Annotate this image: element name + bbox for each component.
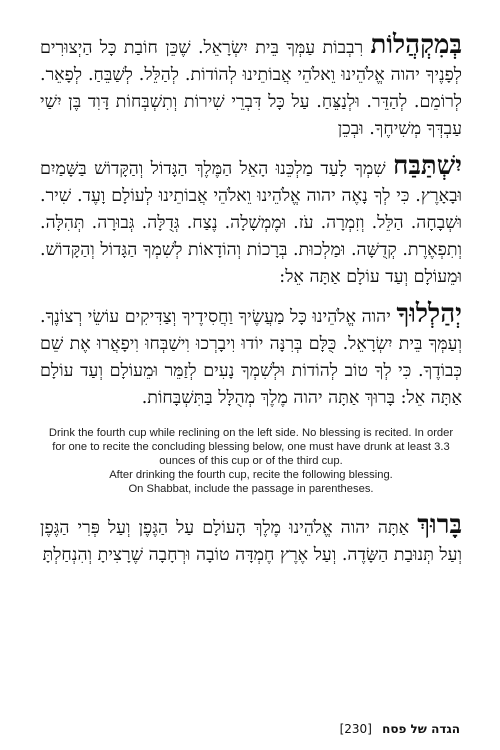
instructions bbox=[46, 426, 456, 496]
paragraph-yishtabach bbox=[40, 153, 462, 291]
paragraph-text: רִבְבוֹת עַמְּךָ בֵּית יִשְׂרָאֵל. שֶׁכֵּן חוֹבַת כָּל הַיְצוּרִים לְפָנֶיךָ יהוה אֱלֹהֵינוּ וֵאלֹהֵי אֲבוֹתֵינוּ לְהוֹדוֹת. לְהַלֵּל. לְשַׁבֵּחַ. לְפָאֵר. לְרוֹמֵם. לְהַדֵּר. וּלְנַצֵּחַ. עַל כָּל דִּבְרֵי שִׁירוֹת וְתִשְׁבְּחוֹת דָּוִד בֶּן יִשַׁי עַבְדְּךָ מְשִׁיחֶךָ. וּבְכֵן bbox=[40, 38, 462, 139]
page-footer bbox=[340, 722, 460, 736]
paragraph-yehalelucha bbox=[40, 301, 462, 412]
instruction-line: On Shabbat, include the passage in parentheses. bbox=[128, 483, 374, 495]
paragraph-baruch bbox=[40, 512, 462, 569]
lead-word: בְּמִקְהֲלוֹת bbox=[370, 30, 462, 60]
paragraph-text: יהוה אֱלֹהֵינוּ כָּל מַעֲשֶׂיךָ וַחֲסִידֶיךָ וְצַדִּיקִים עוֹשֵׂי רְצוֹנֶךָ. וְעַמְּךָ בֵּית יִשְׂרָאֵל. כֻּלָּם בְּרִנָּה יוֹדוּ וִיבָרְכוּ וִישַׁבְּחוּ וִיפָאֲרוּ אֶת שֵׁם כְּבוֹדֶךָ. כִּי לְךָ טוֹב לְהוֹדוֹת וּלְשִׁמְךָ נָעִים לְזַמֵּר וּמֵעוֹלָם וְעַד עוֹלָם אַתָּה אֵל: בָּרוּךְ אַתָּה יהוה מֶלֶךְ מְהֻלָּל בַּתִּשְׁבָּחוֹת. bbox=[40, 307, 462, 408]
paragraph-text: שִׁמְךָ לָעַד מַלְכֵּנוּ הָאֵל הַמֶּלֶךְ הַגָּדוֹל וְהַקָּדוֹשׁ בַּשָּׁמַיִם וּבָאָרֶץ. כִּי לְךָ נָאֶה יהוה אֱלֹהֵינוּ וֵאלֹהֵי אֲבוֹתֵינוּ לְעוֹלָם וָעֶד. שִׁיר. וּשְׁבָחָה. הַלֵּל. וְזִמְרָה. עֹז. וּמֶמְשָׁלָה. נֶצַח. גְּדֻלָּה. גְּבוּרָה. תְּהִלָּה. וְתִפְאֶרֶת. קְדֻשָּׁה. וּמַלְכוּת. בְּרָכוֹת וְהוֹדָאוֹת לְשִׁמְךָ הַגָּדוֹל וְהַקָּדוֹשׁ. וּמֵעוֹלָם וְעַד עוֹלָם אַתָּה אֵל: bbox=[40, 159, 462, 287]
paragraph-bemikhalot bbox=[40, 32, 462, 143]
lead-word: בָּרוּךְ bbox=[417, 510, 462, 540]
lead-word: יִשְׁתַּבַּח bbox=[393, 151, 462, 181]
page-number: [230] bbox=[339, 722, 372, 736]
lead-word: יְהַלְלוּךָ bbox=[396, 299, 462, 329]
instruction-line: Drink the fourth cup while reclining on the left side. No blessing is recited. In order for one to recite the concluding blessing below, one must have drunk at least 3.3 ounces of this cup or of the third cup. bbox=[48, 427, 454, 467]
instruction-line: After drinking the fourth cup, recite the following blessing. bbox=[109, 469, 393, 481]
paragraph-text: אַתָּה יהוה אֱלֹהֵינוּ מֶלֶךְ הָעוֹלָם עַל הַגֶּפֶן וְעַל פְּרִי הַגֶּפֶן וְעַל תְּנוּבַת הַשָּׂדֶה. וְעַל אֶרֶץ חֶמְדָּה טוֹבָה וּרְחָבָה שֶׁרָצִיתָ וְהִנְחַלְתָּ bbox=[40, 518, 462, 565]
book-title: הגדה של פסח bbox=[382, 722, 460, 736]
